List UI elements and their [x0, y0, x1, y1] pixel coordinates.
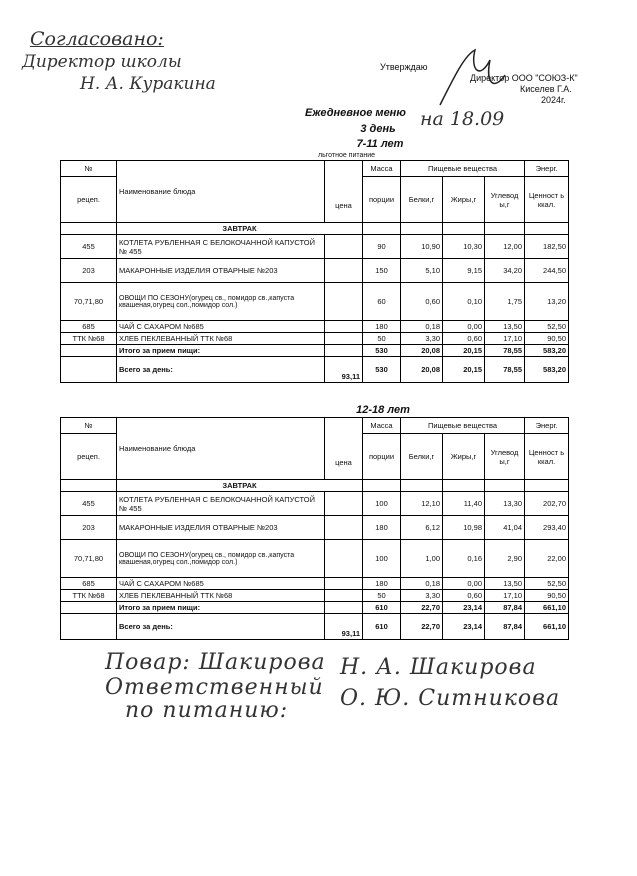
- age-group-12-18: 12-18 лет: [356, 404, 410, 416]
- subtotal-protein: 20,08: [401, 345, 443, 357]
- row-dish: ЧАЙ С САХАРОМ №685: [117, 578, 325, 590]
- table-row: [61, 283, 569, 321]
- row-protein: 3,30: [401, 333, 443, 345]
- header-recipe: рецеп.: [61, 434, 117, 480]
- header-nutrients: Пищевые вещества: [401, 418, 525, 434]
- director-signature: [430, 45, 510, 115]
- table-row: [61, 516, 569, 540]
- row-carb: 17,10: [485, 333, 525, 345]
- menu-day: 3 день: [360, 123, 396, 135]
- header-dish: Наименование блюда: [117, 418, 325, 480]
- section-breakfast: ЗАВТРАК: [117, 480, 363, 492]
- header-mass-top: Масса: [363, 418, 401, 434]
- header-protein: Белки,г: [401, 177, 443, 223]
- header-nutrients: Пищевые вещества: [401, 161, 525, 177]
- subtotal-fat: 20,15: [443, 345, 485, 357]
- total-energy: 583,20: [525, 357, 569, 383]
- row-dish: ОВОЩИ ПО СЕЗОНУ(огурец св., помидор св.,капуста квашеная,огурец сол.,помидор сол.): [117, 283, 325, 321]
- row-fat: 0,60: [443, 590, 485, 602]
- row-protein: 3,30: [401, 590, 443, 602]
- benefit-note: льготное питание: [318, 152, 376, 159]
- subtotal-carb: 78,55: [485, 345, 525, 357]
- total-carb: 87,84: [485, 614, 525, 640]
- total-mass: 610: [363, 614, 401, 640]
- row-energy: 244,50: [525, 259, 569, 283]
- subtotal-energy: 583,20: [525, 345, 569, 357]
- row-recipe: 685: [61, 321, 117, 333]
- row-fat: 11,40: [443, 492, 485, 516]
- subtotal-mass: 610: [363, 602, 401, 614]
- total-fat: 20,15: [443, 357, 485, 383]
- responsible-label-1: Ответственный: [105, 675, 324, 700]
- row-protein: 10,90: [401, 235, 443, 259]
- row-mass: 180: [363, 321, 401, 333]
- row-energy: 293,40: [525, 516, 569, 540]
- row-fat: 0,10: [443, 283, 485, 321]
- header-energy-top: Энерг.: [525, 161, 569, 177]
- cook-signature-label: Повар: Шакирова: [105, 650, 326, 675]
- total-price: 93,11: [325, 614, 363, 640]
- row-fat: 0,60: [443, 333, 485, 345]
- row-dish: МАКАРОННЫЕ ИЗДЕЛИЯ ОТВАРНЫЕ №203: [117, 516, 325, 540]
- menu-date: на 18.09: [420, 108, 505, 130]
- header-energy-bottom: Ценност ь ккал.: [525, 434, 569, 480]
- approve-year: 2024г.: [541, 95, 566, 105]
- row-fat: 10,30: [443, 235, 485, 259]
- subtotal-row: [61, 602, 569, 614]
- agreed-position: Директор школы: [22, 52, 182, 72]
- approve-name: Киселев Г.А.: [520, 84, 572, 94]
- row-fat: 9,15: [443, 259, 485, 283]
- total-protein: 20,08: [401, 357, 443, 383]
- row-energy: 90,50: [525, 590, 569, 602]
- row-recipe: 70,71,80: [61, 540, 117, 578]
- row-dish: КОТЛЕТА РУБЛЕННАЯ С БЕЛОКОЧАННОЙ КАПУСТОЙ № 455: [117, 235, 325, 259]
- table-row: [61, 259, 569, 283]
- header-energy-bottom: Ценност ь ккал.: [525, 177, 569, 223]
- row-energy: 202,70: [525, 492, 569, 516]
- age-group-7-11: 7-11 лет: [356, 138, 404, 150]
- subtotal-energy: 661,10: [525, 602, 569, 614]
- approve-position: Директор ООО "СОЮЗ-К": [470, 73, 578, 83]
- row-carb: 1,75: [485, 283, 525, 321]
- row-carb: 13,50: [485, 321, 525, 333]
- row-protein: 0,18: [401, 321, 443, 333]
- header-dish: Наименование блюда: [117, 161, 325, 223]
- header-carb: Углевод ы,г: [485, 434, 525, 480]
- header-mass-bottom: порции: [363, 434, 401, 480]
- row-recipe: ТТК №68: [61, 333, 117, 345]
- header-num: №: [61, 161, 117, 177]
- row-protein: 6,12: [401, 516, 443, 540]
- menu-title: Ежедневное меню: [305, 107, 406, 119]
- row-protein: 0,18: [401, 578, 443, 590]
- subtotal-mass: 530: [363, 345, 401, 357]
- total-label: Всего за день:: [117, 614, 325, 640]
- row-carb: 17,10: [485, 590, 525, 602]
- total-label: Всего за день:: [117, 357, 325, 383]
- row-dish: МАКАРОННЫЕ ИЗДЕЛИЯ ОТВАРНЫЕ №203: [117, 259, 325, 283]
- row-recipe: 455: [61, 235, 117, 259]
- total-energy: 661,10: [525, 614, 569, 640]
- total-fat: 23,14: [443, 614, 485, 640]
- row-energy: 22,00: [525, 540, 569, 578]
- row-mass: 100: [363, 492, 401, 516]
- row-energy: 52,50: [525, 321, 569, 333]
- row-recipe: 203: [61, 259, 117, 283]
- section-breakfast: ЗАВТРАК: [117, 223, 363, 235]
- cook-name: Н. А. Шакирова: [340, 655, 537, 680]
- row-dish: ОВОЩИ ПО СЕЗОНУ(огурец св., помидор св.,капуста квашеная,огурец сол.,помидор сол.): [117, 540, 325, 578]
- agreed-name: Н. А. Куракина: [80, 74, 216, 94]
- menu-table-7-11: [60, 160, 569, 383]
- row-carb: 13,50: [485, 578, 525, 590]
- row-energy: 13,20: [525, 283, 569, 321]
- subtotal-protein: 22,70: [401, 602, 443, 614]
- row-energy: 52,50: [525, 578, 569, 590]
- row-mass: 180: [363, 516, 401, 540]
- row-carb: 34,20: [485, 259, 525, 283]
- row-carb: 12,00: [485, 235, 525, 259]
- row-recipe: 70,71,80: [61, 283, 117, 321]
- total-row: [61, 614, 569, 640]
- total-row: [61, 357, 569, 383]
- header-recipe: рецеп.: [61, 177, 117, 223]
- subtotal-label: Итого за прием пищи:: [117, 345, 325, 357]
- table-row: [61, 540, 569, 578]
- row-dish: ХЛЕБ ПЕКЛЕВАННЫЙ ТТК №68: [117, 333, 325, 345]
- table-row: [61, 321, 569, 333]
- agreed-label: Согласовано:: [30, 28, 164, 50]
- row-energy: 90,50: [525, 333, 569, 345]
- row-energy: 182,50: [525, 235, 569, 259]
- row-dish: КОТЛЕТА РУБЛЕННАЯ С БЕЛОКОЧАННОЙ КАПУСТОЙ № 455: [117, 492, 325, 516]
- row-mass: 50: [363, 590, 401, 602]
- header-price: цена: [325, 418, 363, 480]
- header-mass-top: Масса: [363, 161, 401, 177]
- subtotal-label: Итого за прием пищи:: [117, 602, 325, 614]
- table-row: [61, 235, 569, 259]
- total-protein: 22,70: [401, 614, 443, 640]
- total-mass: 530: [363, 357, 401, 383]
- row-protein: 5,10: [401, 259, 443, 283]
- header-mass-bottom: порции: [363, 177, 401, 223]
- row-carb: 13,30: [485, 492, 525, 516]
- row-carb: 2,90: [485, 540, 525, 578]
- header-price: цена: [325, 161, 363, 223]
- agreement-stamp: [22, 28, 280, 94]
- row-mass: 50: [363, 333, 401, 345]
- responsible-label-2: по питанию:: [125, 698, 289, 723]
- header-protein: Белки,г: [401, 434, 443, 480]
- row-mass: 90: [363, 235, 401, 259]
- header-energy-top: Энерг.: [525, 418, 569, 434]
- row-mass: 180: [363, 578, 401, 590]
- total-price: 93,11: [325, 357, 363, 383]
- subtotal-carb: 87,84: [485, 602, 525, 614]
- subtotal-fat: 23,14: [443, 602, 485, 614]
- row-fat: 10,98: [443, 516, 485, 540]
- table-row: [61, 590, 569, 602]
- row-protein: 0,60: [401, 283, 443, 321]
- responsible-name: О. Ю. Ситникова: [340, 686, 561, 711]
- table-row: [61, 333, 569, 345]
- table-row: [61, 492, 569, 516]
- subtotal-row: [61, 345, 569, 357]
- row-carb: 41,04: [485, 516, 525, 540]
- header-num: №: [61, 418, 117, 434]
- row-dish: ЧАЙ С САХАРОМ №685: [117, 321, 325, 333]
- row-mass: 150: [363, 259, 401, 283]
- header-carb: Углевод ы,г: [485, 177, 525, 223]
- header-fat: Жиры,г: [443, 177, 485, 223]
- row-protein: 12,10: [401, 492, 443, 516]
- row-mass: 60: [363, 283, 401, 321]
- header-fat: Жиры,г: [443, 434, 485, 480]
- row-fat: 0,16: [443, 540, 485, 578]
- total-carb: 78,55: [485, 357, 525, 383]
- row-recipe: ТТК №68: [61, 590, 117, 602]
- approve-label: Утверждаю: [380, 62, 428, 72]
- row-recipe: 455: [61, 492, 117, 516]
- row-dish: ХЛЕБ ПЕКЛЕВАННЫЙ ТТК №68: [117, 590, 325, 602]
- table-row: [61, 578, 569, 590]
- row-fat: 0,00: [443, 321, 485, 333]
- row-recipe: 685: [61, 578, 117, 590]
- row-mass: 100: [363, 540, 401, 578]
- row-fat: 0,00: [443, 578, 485, 590]
- row-protein: 1,00: [401, 540, 443, 578]
- menu-table-12-18: [60, 417, 569, 640]
- row-recipe: 203: [61, 516, 117, 540]
